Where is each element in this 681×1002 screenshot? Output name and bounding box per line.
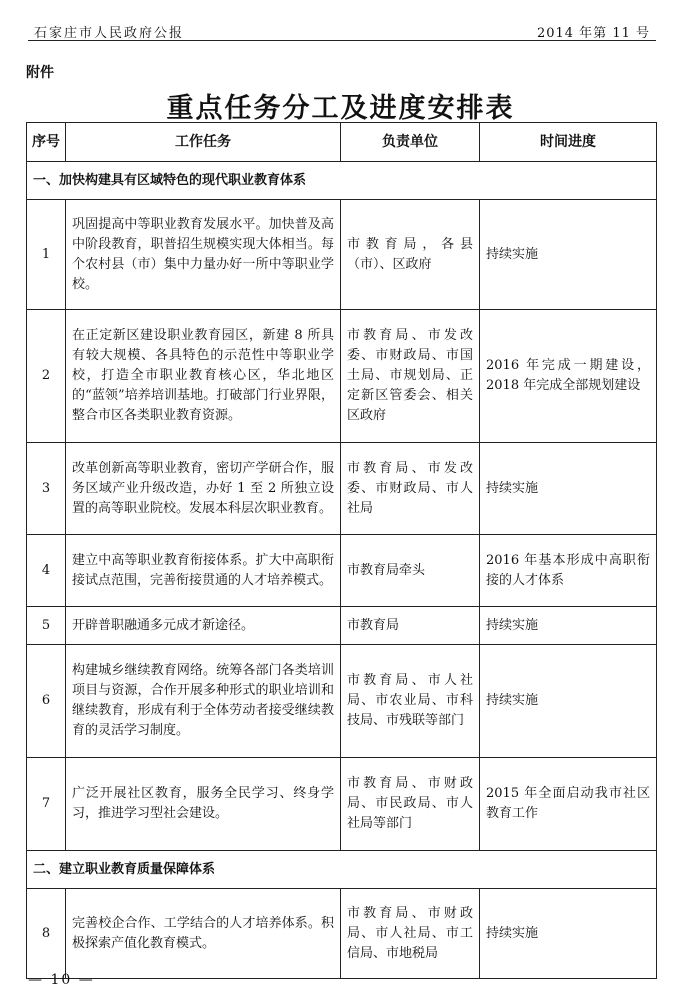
row-task: 改革创新高等职业教育，密切产学研合作，服务区域产业升级改造，办好 1 至 2 所独立设置的高等职业院校。发展本科层次职业教育。 bbox=[66, 443, 341, 535]
table-row bbox=[27, 535, 657, 607]
row-unit: 市教育局 bbox=[341, 607, 480, 645]
row-time: 2016 年基本形成中高职衔接的人才体系 bbox=[480, 535, 657, 607]
row-task: 在正定新区建设职业教育园区，新建 8 所具有较大规模、各具特色的示范性中等职业学校，打造全市职业教育核心区，华北地区的“蓝领”培养培训基地。打破部门行业界限，整合市区各类职业教育资源。 bbox=[66, 310, 341, 443]
row-unit: 市教育局、市发改委、市财政局、市人社局 bbox=[341, 443, 480, 535]
section-title: 二、建立职业教育质量保障体系 bbox=[27, 851, 657, 889]
row-task: 建立中高等职业教育衔接体系。扩大中高职衔接试点范围，完善衔接贯通的人才培养模式。 bbox=[66, 535, 341, 607]
row-no: 8 bbox=[27, 889, 66, 979]
row-no: 1 bbox=[27, 200, 66, 310]
row-no: 2 bbox=[27, 310, 66, 443]
journal-name: 石家庄市人民政府公报 bbox=[34, 26, 185, 41]
row-task: 构建城乡继续教育网络。统筹各部门各类培训项目与资源，合作开展多种形式的职业培训和继续教育，形成有利于全体劳动者接受继续教育的灵活学习制度。 bbox=[66, 645, 341, 758]
table-row bbox=[27, 645, 657, 758]
col-header-task: 工作任务 bbox=[66, 123, 341, 162]
page-title: 重点任务分工及进度安排表 bbox=[166, 93, 515, 124]
row-time: 2015 年全面启动我市社区教育工作 bbox=[480, 758, 657, 851]
row-no: 3 bbox=[27, 443, 66, 535]
table-row bbox=[27, 758, 657, 851]
page-header bbox=[28, 22, 656, 41]
row-no: 4 bbox=[27, 535, 66, 607]
col-header-time: 时间进度 bbox=[480, 123, 657, 162]
table-row bbox=[27, 310, 657, 443]
row-unit: 市教育局、市发改委、市财政局、市国土局、市规划局、正定新区管委会、相关区政府 bbox=[341, 310, 480, 443]
row-time: 持续实施 bbox=[480, 443, 657, 535]
issue-number: 2014 年第 11 号 bbox=[536, 26, 650, 41]
row-time: 持续实施 bbox=[480, 607, 657, 645]
row-no: 7 bbox=[27, 758, 66, 851]
row-unit: 市教育局、市人社局、市农业局、市科技局、市残联等部门 bbox=[341, 645, 480, 758]
page-number: — 10 — bbox=[28, 972, 95, 988]
section-row bbox=[27, 162, 657, 200]
row-task: 开辟普职融通多元成才新途径。 bbox=[66, 607, 341, 645]
row-time: 持续实施 bbox=[480, 200, 657, 310]
row-unit: 市教育局，各县（市）、区政府 bbox=[341, 200, 480, 310]
col-header-no: 序号 bbox=[27, 123, 66, 162]
section-title: 一、加快构建具有区域特色的现代职业教育体系 bbox=[27, 162, 657, 200]
table-row bbox=[27, 607, 657, 645]
row-task: 完善校企合作、工学结合的人才培养体系。积极探索产值化教育模式。 bbox=[66, 889, 341, 979]
table-row bbox=[27, 889, 657, 979]
row-time: 2016 年完成一期建设，2018 年完成全部规划建设 bbox=[480, 310, 657, 443]
row-unit: 市教育局、市财政局、市人社局、市工信局、市地税局 bbox=[341, 889, 480, 979]
row-time: 持续实施 bbox=[480, 645, 657, 758]
section-row bbox=[27, 851, 657, 889]
task-table bbox=[26, 122, 657, 979]
row-task: 巩固提高中等职业教育发展水平。加快普及高中阶段教育，职普招生规模实现大体相当。每个农村县（市）集中力量办好一所中等职业学校。 bbox=[66, 200, 341, 310]
row-unit: 市教育局、市财政局、市民政局、市人社局等部门 bbox=[341, 758, 480, 851]
row-no: 5 bbox=[27, 607, 66, 645]
table-row bbox=[27, 443, 657, 535]
col-header-unit: 负责单位 bbox=[341, 123, 480, 162]
table-row bbox=[27, 200, 657, 310]
table-header-row bbox=[27, 123, 657, 162]
row-time: 持续实施 bbox=[480, 889, 657, 979]
row-no: 6 bbox=[27, 645, 66, 758]
row-task: 广泛开展社区教育，服务全民学习、终身学习，推进学习型社会建设。 bbox=[66, 758, 341, 851]
attachment-label: 附件 bbox=[26, 65, 54, 81]
row-unit: 市教育局牵头 bbox=[341, 535, 480, 607]
